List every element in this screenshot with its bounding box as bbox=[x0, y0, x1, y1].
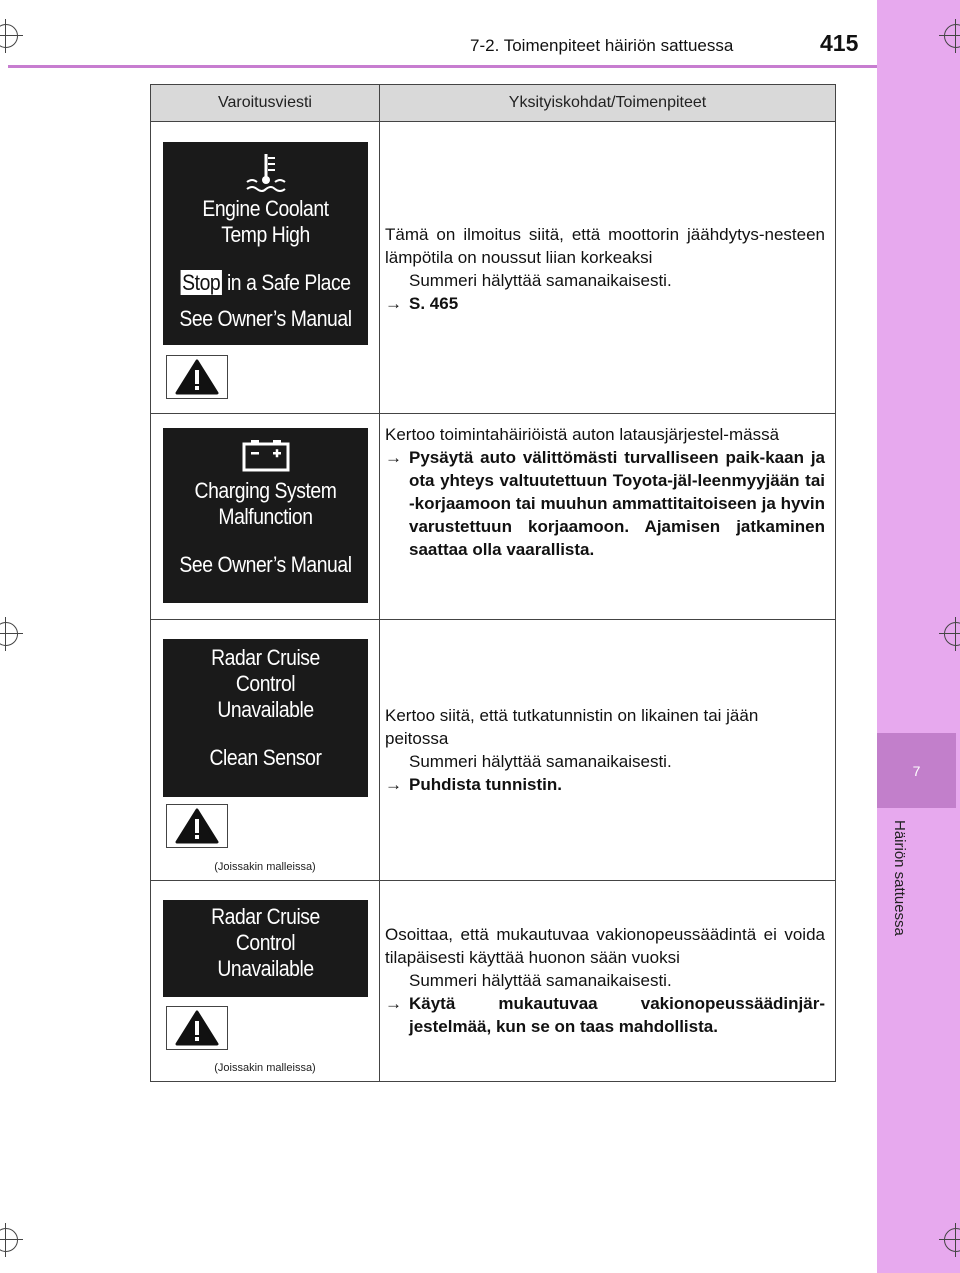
action-item bbox=[385, 292, 825, 315]
display-line: Charging System bbox=[194, 478, 337, 503]
arrow-icon: → bbox=[385, 448, 402, 467]
description-text: Kertoo siitä, että tutkatunnistin on likainen tai jään peitossa bbox=[385, 706, 759, 748]
display-footer: See Owner’s Manual bbox=[179, 552, 352, 577]
description-text: Kertoo toimintahäiriöistä auton latausjärjestel-mässä bbox=[385, 425, 780, 444]
action-text: Puhdista tunnistin. bbox=[409, 775, 562, 794]
display-message bbox=[163, 428, 368, 603]
row-description bbox=[385, 923, 825, 1038]
warning-light-box bbox=[166, 355, 228, 399]
column-header-details: Yksityiskohdat/Toimenpiteet bbox=[508, 94, 707, 111]
buzzer-note: Summeri hälyttää samanaikaisesti. bbox=[409, 752, 672, 771]
display-message bbox=[163, 142, 368, 345]
header-divider bbox=[8, 65, 877, 68]
registration-mark-icon bbox=[0, 24, 18, 48]
warning-exclamation-icon bbox=[175, 359, 219, 395]
row-divider bbox=[151, 880, 835, 881]
page-number: 415 bbox=[820, 30, 859, 56]
warning-light-box bbox=[166, 1006, 228, 1050]
registration-mark-icon bbox=[0, 1228, 18, 1252]
description-text: Tämä on ilmoitus siitä, että moottorin jäähdytys-nesteen lämpötila on noussut liian korkeaksi bbox=[385, 225, 825, 267]
battery-icon bbox=[241, 438, 291, 472]
table-header bbox=[151, 85, 835, 122]
model-note: (Joissakin malleissa) bbox=[214, 1062, 316, 1074]
warning-exclamation-icon bbox=[175, 808, 219, 844]
action-text: Käytä mukautuvaa vakionopeussäädinjär-jestelmää, kun se on taas mahdollista. bbox=[409, 994, 825, 1036]
display-footer: Clean Sensor bbox=[209, 745, 322, 770]
model-note: (Joissakin malleissa) bbox=[214, 861, 316, 873]
display-line: Engine Coolant bbox=[202, 196, 329, 221]
warning-exclamation-icon bbox=[175, 1010, 219, 1046]
buzzer-note: Summeri hälyttää samanaikaisesti. bbox=[409, 971, 672, 990]
display-line: Radar Cruise bbox=[211, 904, 320, 929]
display-line: Radar Cruise bbox=[211, 645, 320, 670]
row-description bbox=[385, 704, 825, 796]
column-divider bbox=[379, 85, 380, 1081]
row-description bbox=[385, 223, 825, 315]
display-line bbox=[175, 270, 355, 296]
display-footer: See Owner’s Manual bbox=[179, 306, 352, 331]
display-line: Temp High bbox=[221, 222, 310, 247]
display-line: Malfunction bbox=[218, 504, 313, 529]
action-text: Pysäytä auto välittömästi turvalliseen paik-kaan ja ota yhteys valtuutettuun Toyota-jäl-leenmyyjään tai -korjaamoon tai muuhun ammattitaitoiseen ja hyvin varustettuun korjaamoon. Ajamisen jatkaminen saattaa olla vaarallista. bbox=[409, 448, 825, 559]
description-text: Osoittaa, että mukautuvaa vakionopeussäädintä ei voida tilapäisesti käyttää huonon sään vuoksi bbox=[385, 925, 825, 967]
side-tab-label: Häiriön sattuessa bbox=[891, 820, 908, 936]
arrow-icon: → bbox=[385, 294, 402, 313]
display-line-rest: in a Safe Place bbox=[222, 270, 351, 295]
header-title: 7-2. Toimenpiteet häiriön sattuessa bbox=[470, 36, 734, 55]
page-reference-link[interactable]: S. 465 bbox=[409, 294, 459, 313]
action-item bbox=[385, 773, 825, 796]
display-line: Control bbox=[235, 671, 296, 696]
display-line: Unavailable bbox=[217, 956, 314, 981]
stop-highlight: Stop bbox=[182, 270, 221, 295]
display-line: Control bbox=[235, 930, 296, 955]
warning-message-table bbox=[150, 84, 836, 1082]
coolant-temperature-icon bbox=[243, 148, 289, 194]
display-line: Unavailable bbox=[217, 697, 314, 722]
action-item bbox=[385, 446, 825, 561]
row-divider bbox=[151, 619, 835, 620]
buzzer-note: Summeri hälyttää samanaikaisesti. bbox=[409, 271, 672, 290]
column-header-message: Varoitusviesti bbox=[218, 94, 312, 111]
warning-light-box bbox=[166, 804, 228, 848]
arrow-icon: → bbox=[385, 775, 402, 794]
arrow-icon: → bbox=[385, 994, 402, 1013]
row-divider bbox=[151, 413, 835, 414]
row-description bbox=[385, 423, 825, 561]
display-message bbox=[163, 639, 368, 797]
display-message bbox=[163, 900, 368, 997]
chapter-tab: 7 bbox=[877, 733, 956, 808]
action-item bbox=[385, 992, 825, 1038]
registration-mark-icon bbox=[0, 622, 18, 646]
